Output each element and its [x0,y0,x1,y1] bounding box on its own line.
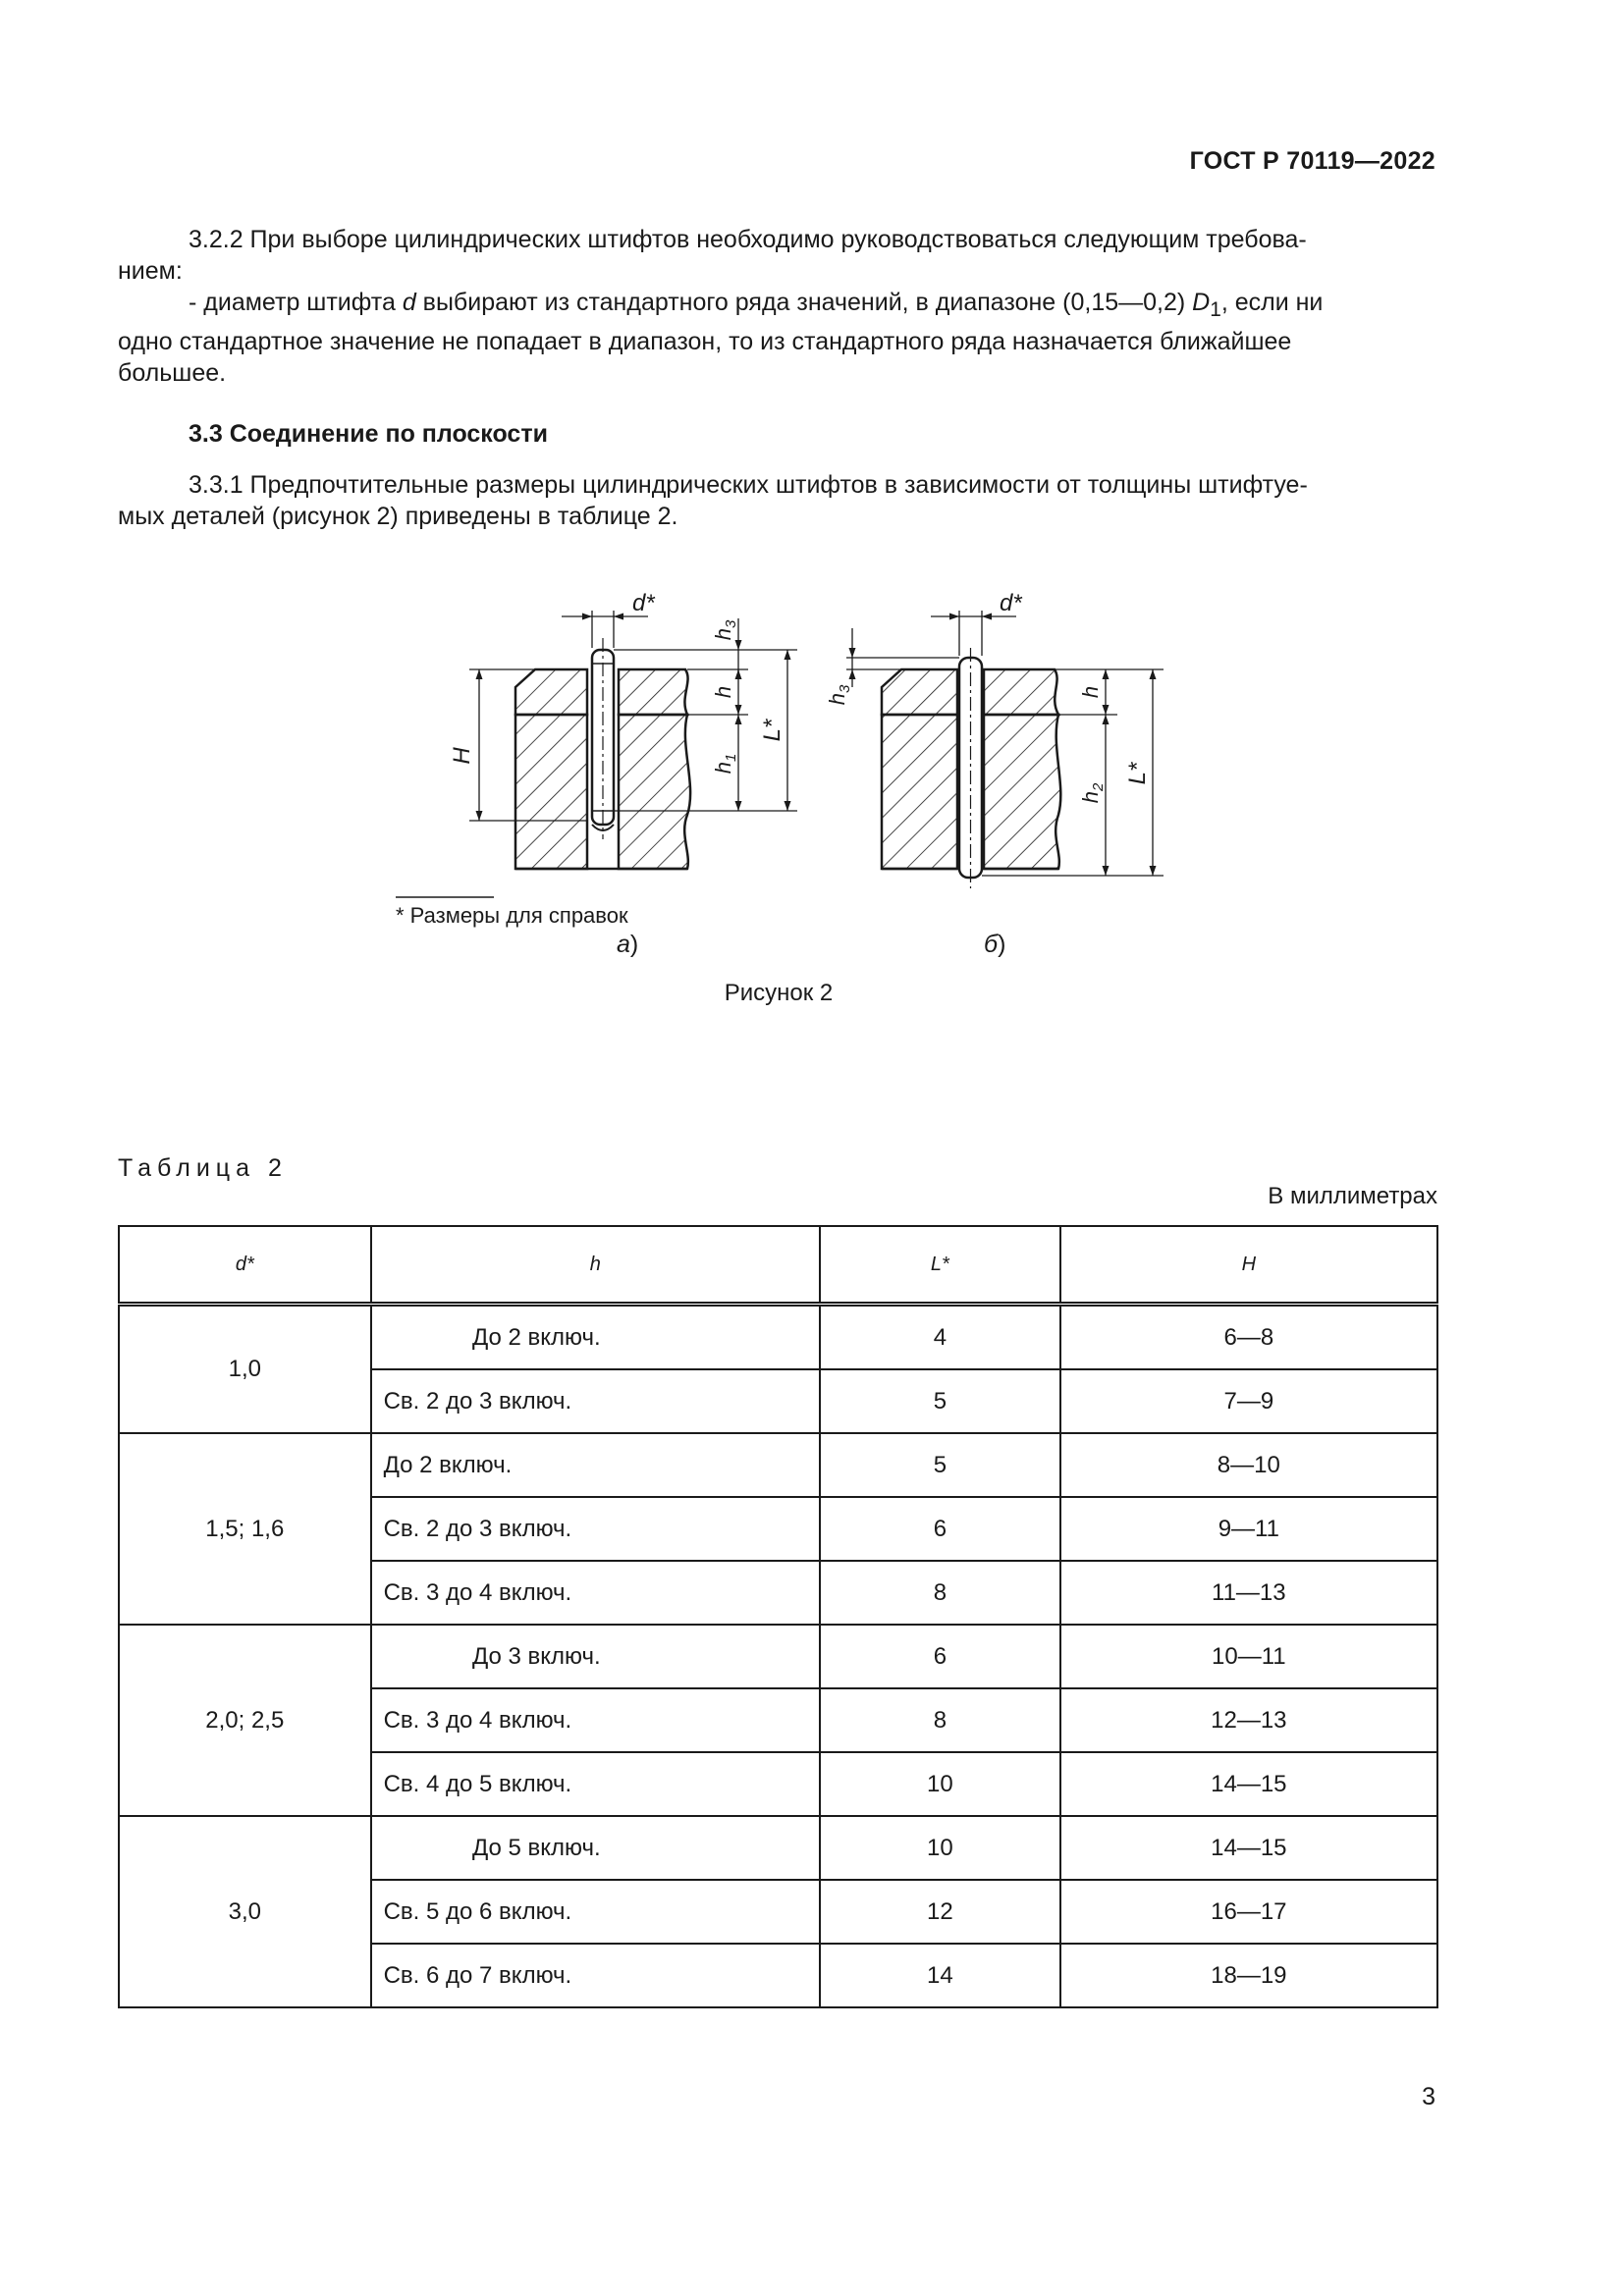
cell-H: 6—8 [1060,1305,1437,1370]
cell-H: 18—19 [1060,1944,1437,2007]
figure-caption: Рисунок 2 [724,980,834,1006]
p322-line4: одно стандартное значение не попадает в диапазон, то из стандартного ряда назначается ближайшее [118,328,1292,355]
cell-L: 5 [820,1433,1060,1497]
subfigure-label-a: а) [617,931,639,958]
label-d-b: d* [1000,590,1022,616]
cell-L: 8 [820,1688,1060,1752]
cell-H: 14—15 [1060,1752,1437,1816]
cell-L: 8 [820,1561,1060,1625]
cell-h: Св. 3 до 4 включ. [371,1561,821,1625]
p322-line3-a: - диаметр штифта [189,289,403,316]
label-d-a: d* [632,590,655,616]
figure-view-b [846,611,1164,888]
label-L-b: L* [1124,762,1151,785]
p322-line5: большее. [118,359,227,387]
cell-L: 6 [820,1497,1060,1561]
figure-2 [0,0,1624,1080]
cell-H: 16—17 [1060,1880,1437,1944]
label-h-a: h [711,685,735,699]
header-L: L* [820,1226,1060,1305]
p331-line2: мых деталей (рисунок 2) приведены в таблице 2. [118,503,678,530]
footnote-text: * Размеры для справок [396,903,628,928]
cell-h: До 2 включ. [371,1433,821,1497]
table-row [119,1816,1437,1880]
cell-d: 2,0; 2,5 [119,1625,371,1816]
subfigure-label-b: б) [984,931,1006,958]
label-L-a: L* [759,719,785,742]
label-h3-b: $h_3$ [825,684,853,706]
header-H: H [1060,1226,1437,1305]
label-h2: $h_2$ [1078,782,1107,804]
label-h3-a: $h_3$ [711,619,739,641]
p322-line3-b: выбирают из стандартного ряда значений, в диапазоне (0,15—0,2) [415,289,1193,316]
header-h: h [371,1226,821,1305]
p322-D-subscript: 1 [1210,298,1221,321]
p322-line1: 3.2.2 При выборе цилиндрических штифтов необходимо руководствоваться следующим требова- [189,226,1307,253]
cell-H: 8—10 [1060,1433,1437,1497]
cell-L: 12 [820,1880,1060,1944]
p322-d-symbol: d [402,289,416,316]
cell-h: Св. 3 до 4 включ. [371,1688,821,1752]
cell-L: 4 [820,1305,1060,1370]
cell-h: Св. 2 до 3 включ. [371,1369,821,1433]
page-number: 3 [1422,2083,1435,2110]
table-header-row [119,1226,1437,1305]
cell-L: 10 [820,1816,1060,1880]
p331-line1: 3.3.1 Предпочтительные размеры цилиндрических штифтов в зависимости от толщины штифтуе- [189,471,1308,499]
header-d: d* [119,1226,371,1305]
cell-h: До 3 включ. [371,1625,821,1688]
document-id: ГОСТ Р 70119—2022 [1189,147,1435,175]
cell-H: 14—15 [1060,1816,1437,1880]
table-caption: Таблица 2 [118,1154,288,1182]
section-title-3-3: 3.3 Соединение по плоскости [189,420,548,448]
table-row [119,1305,1437,1370]
table-units: В миллиметрах [1268,1183,1437,1209]
label-H: H [449,747,475,765]
cell-d: 1,0 [119,1305,371,1434]
cell-h: Св. 6 до 7 включ. [371,1944,821,2007]
cell-d: 1,5; 1,6 [119,1433,371,1625]
cell-H: 12—13 [1060,1688,1437,1752]
cell-d: 3,0 [119,1816,371,2007]
cell-H: 10—11 [1060,1625,1437,1688]
table-2 [118,1225,1438,2008]
cell-H: 9—11 [1060,1497,1437,1561]
p322-line3-c: , если ни [1220,289,1324,316]
cell-h: До 2 включ. [371,1305,821,1370]
cell-L: 14 [820,1944,1060,2007]
cell-h: Св. 2 до 3 включ. [371,1497,821,1561]
table-row [119,1625,1437,1688]
cell-H: 11—13 [1060,1561,1437,1625]
cell-L: 10 [820,1752,1060,1816]
cell-H: 7—9 [1060,1369,1437,1433]
p322-D-symbol: D [1192,289,1211,316]
label-h1: $h_1$ [711,753,739,774]
cell-h: Св. 5 до 6 включ. [371,1880,821,1944]
table-row [119,1433,1437,1497]
figure-view-a [469,611,797,869]
label-h-b: h [1078,685,1103,699]
cell-h: Св. 4 до 5 включ. [371,1752,821,1816]
cell-L: 5 [820,1369,1060,1433]
cell-h: До 5 включ. [371,1816,821,1880]
cell-L: 6 [820,1625,1060,1688]
p322-line2: нием: [118,257,183,285]
